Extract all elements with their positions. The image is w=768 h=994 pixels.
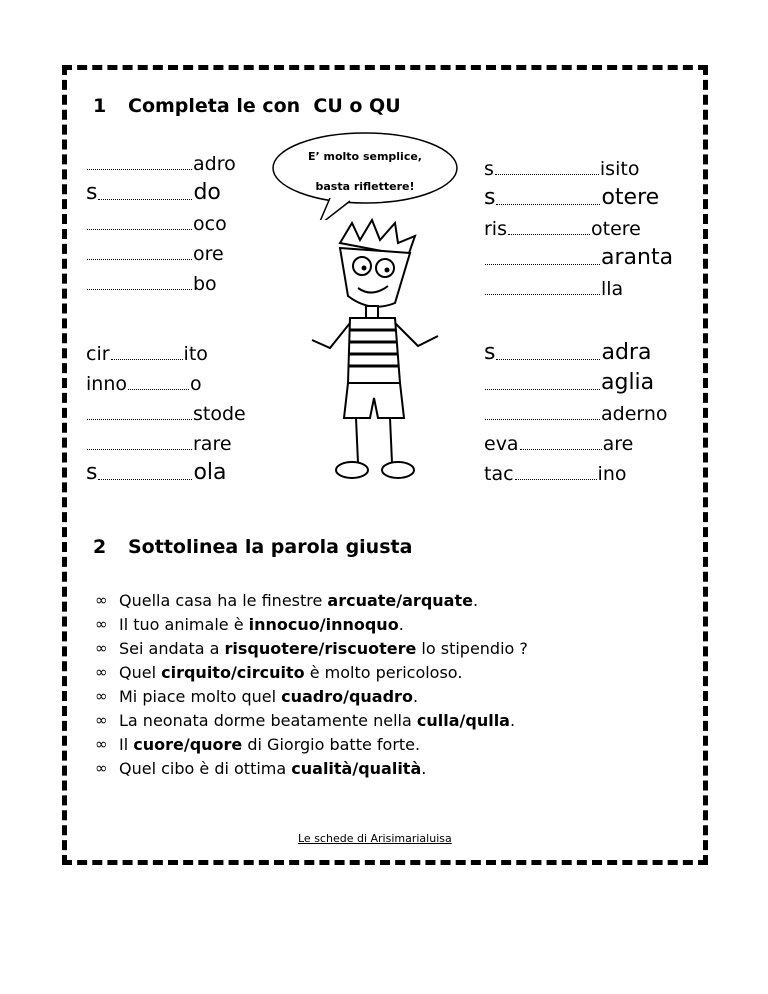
sentence-ending: . [398,614,404,634]
blank-line[interactable] [485,389,600,390]
blank-line[interactable] [496,359,600,360]
fill-in-word [86,265,236,295]
word-suffix: stode [193,403,246,425]
bubble-text-line2: basta riflettere! [315,180,415,193]
column-right-bottom [484,335,668,485]
fill-in-word [86,425,246,455]
sentence-item [95,684,528,708]
blank-line[interactable] [87,259,192,260]
word-prefix: s [484,185,496,210]
speech-bubble [270,130,460,220]
column-right-top [484,150,673,300]
fill-in-word [86,365,246,395]
infinity-bullet-icon: ∞ [95,615,108,633]
fill-in-word [86,335,246,365]
word-suffix: are [602,433,634,455]
sentence-item [95,732,528,756]
sentence-item [95,636,528,660]
blank-line[interactable] [87,419,192,420]
infinity-bullet-icon: ∞ [95,687,108,705]
sentence-ending: lo stipendio ? [416,638,528,658]
word-suffix: aranta [601,245,674,270]
column-left-top [86,145,236,295]
word-suffix: isito [599,158,640,180]
sentence-text: Il [119,734,134,754]
fill-in-word [86,455,246,485]
word-choice[interactable]: arcuate/arquate [327,590,473,610]
sentence-ending: è molto pericoloso. [304,662,463,682]
blank-line[interactable] [508,234,590,235]
fill-in-word [484,150,673,180]
word-prefix: eva [484,433,519,455]
word-suffix: adro [193,153,236,175]
blank-line[interactable] [98,479,192,480]
sentence-ending: . [412,686,419,706]
blank-line[interactable] [485,419,600,420]
blank-line[interactable] [111,359,183,360]
infinity-bullet-icon: ∞ [95,663,108,681]
word-choice[interactable]: cuadro/quadro [281,686,413,706]
word-suffix: aderno [601,403,668,425]
fill-in-word [484,365,668,395]
word-choice[interactable]: cirquito/circuito [161,662,305,682]
blank-line[interactable] [87,169,192,170]
fill-in-word [484,335,668,365]
word-choice[interactable]: cuore/quore [133,734,243,754]
sentence-text: Quella casa ha le finestre [119,590,328,610]
blank-line[interactable] [87,229,192,230]
blank-line[interactable] [128,389,189,390]
fill-in-word [484,210,673,240]
word-prefix: s [86,460,98,485]
cartoon-character-illustration [300,218,460,488]
fill-in-word [86,145,236,175]
fill-in-word [484,240,673,270]
fill-in-word [86,235,236,265]
sentence-item [95,756,528,780]
sentence-text: Mi piace molto quel [119,686,282,706]
word-prefix: tac [484,463,514,485]
sentence-ending: . [421,758,427,778]
exercise1-title: Completa le con CU o QU [128,95,401,117]
word-suffix: o [190,373,202,395]
blank-line[interactable] [496,204,600,205]
word-suffix: ino [597,463,627,485]
word-suffix: aglia [601,370,655,395]
fill-in-word [484,270,673,300]
word-suffix: otere [591,218,641,240]
blank-line[interactable] [98,199,192,200]
blank-line[interactable] [87,449,192,450]
sentence-item [95,588,528,612]
word-prefix: cir [86,343,110,365]
sentence-item [95,660,528,684]
column-left-bottom [86,335,246,485]
sentence-text: Il tuo animale è [119,614,249,634]
sentence-item [95,612,528,636]
fill-in-word [86,395,246,425]
footer-credit: Le schede di Arisimarialuisa [298,832,452,845]
sentence-text: Quel cibo è di ottima [119,758,292,778]
infinity-bullet-icon: ∞ [95,735,108,753]
sentence-list [95,588,528,780]
exercise2-title: Sottolinea la parola giusta [128,536,413,558]
word-choice[interactable]: innocuo/innoquo [248,614,399,634]
blank-line[interactable] [520,449,602,450]
word-suffix: rare [193,433,232,455]
exercise1-number: 1 [93,95,107,117]
word-prefix: s [484,158,494,180]
sentence-text: Quel [119,662,162,682]
word-choice[interactable]: culla/qulla [416,710,510,730]
sentence-text: La neonata dorme beatamente nella [119,710,417,730]
blank-line[interactable] [87,289,192,290]
word-suffix: ore [193,243,224,265]
word-suffix: otere [601,185,660,210]
infinity-bullet-icon: ∞ [95,591,108,609]
word-prefix: s [86,180,98,205]
exercise2-number: 2 [93,536,107,558]
word-suffix: lla [601,278,624,300]
sentence-ending: . [509,710,516,730]
fill-in-word [86,205,236,235]
word-suffix: bo [193,273,217,295]
infinity-bullet-icon: ∞ [95,759,108,777]
fill-in-word [484,180,673,210]
sentence-ending: di Giorgio batte forte. [242,734,421,754]
word-prefix: ris [484,218,507,240]
sentence-text: Sei andata a [119,638,225,658]
blank-line[interactable] [485,264,600,265]
word-prefix: s [484,340,496,365]
sentence-item [95,708,528,732]
word-suffix: ola [193,460,227,485]
word-suffix: oco [193,213,227,235]
word-suffix: ito [183,343,208,365]
word-prefix: inno [86,373,127,395]
infinity-bullet-icon: ∞ [95,711,108,729]
fill-in-word [484,425,668,455]
word-suffix: adra [601,340,652,365]
fill-in-word [484,455,668,485]
word-choice[interactable]: cualità/qualità [291,758,422,778]
blank-line[interactable] [515,479,597,480]
fill-in-word [484,395,668,425]
blank-line[interactable] [485,294,600,295]
blank-line[interactable] [495,174,599,175]
sentence-ending: . [472,590,479,610]
word-choice[interactable]: risquotere/riscuotere [224,638,417,658]
infinity-bullet-icon: ∞ [95,639,108,657]
fill-in-word [86,175,236,205]
word-suffix: do [193,180,221,205]
bubble-text-line1: E’ molto semplice, [307,150,422,163]
